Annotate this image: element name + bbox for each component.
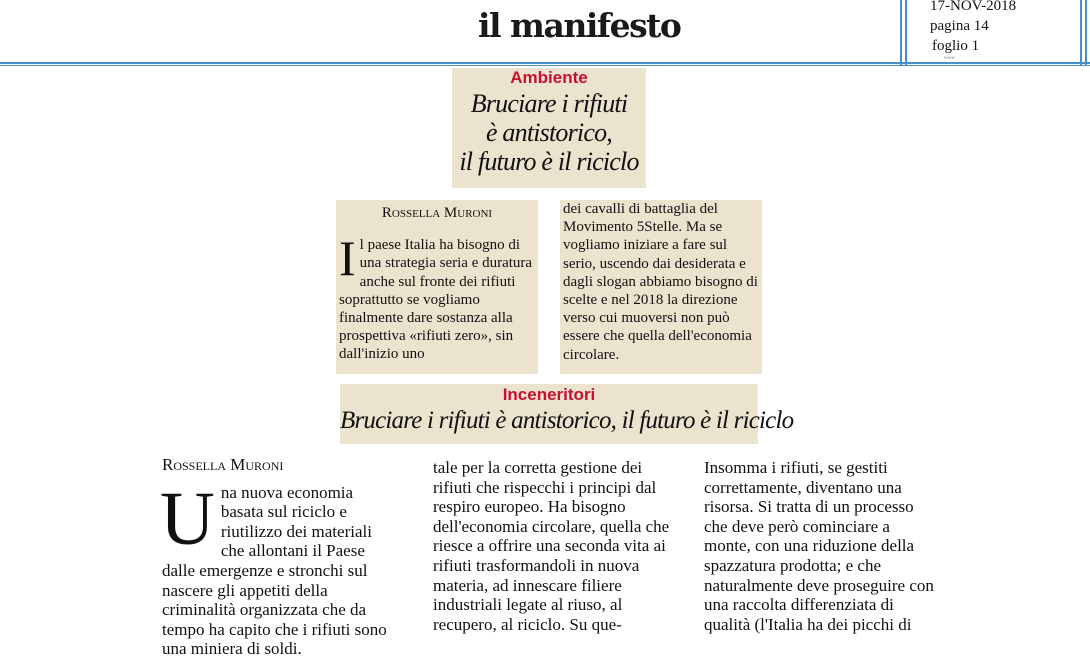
clipping-page: pagina 14 <box>930 18 989 34</box>
clipping-meta <box>930 0 1016 62</box>
article-column <box>433 458 673 634</box>
clipping-mark: www <box>944 56 955 61</box>
highlight-headline-box <box>452 68 646 188</box>
headline: Bruciare i rifiuti è antistorico, il futuro è il riciclo <box>340 407 794 434</box>
headline-line: il futuro è il riciclo <box>459 147 639 176</box>
excerpt-body: dei cavalli di battaglia del Movimento 5Stelle. Ma se vogliamo iniziare a fare sul serio, uscendo dai desiderata e dagli slogan abbiamo bisogno di scelte e nel 2018 la direzione verso cui muoversi non può essere che quella dell'economia circolare. <box>563 201 758 363</box>
drop-cap: I <box>339 230 356 287</box>
article-text: na nuova economia basata sul riciclo e riutilizzo dei materiali che allontani il Paese dalle emergenze e stronchi sul nascere gli appetiti della criminalità organizzata che da tempo ha capito che i rifiuti sono una miniera di soldi. <box>162 482 387 659</box>
newspaper-title: il manifesto <box>478 6 681 45</box>
article-text: Insomma i rifiuti, se gestiti correttamente, diventano una risorsa. Si tratta di un processo che deve però cominciare a monte, con una riduzione della spazzatura prodotta; e che naturalmente deve proseguire con una raccolta differenziata di qualità (l'Italia ha dei picchi di <box>704 458 934 634</box>
masthead-divider <box>1085 0 1087 66</box>
headline <box>452 89 646 176</box>
drop-cap: U <box>160 476 215 561</box>
author-byline: Rossella Muroni <box>381 205 493 221</box>
clipping-date: 17-NOV-2018 <box>930 0 1017 14</box>
headline-line: è antistorico, <box>485 118 612 147</box>
section-kicker: Inceneritori <box>502 385 596 404</box>
highlight-headline-box <box>340 384 794 444</box>
article-column <box>704 458 940 634</box>
masthead-rule <box>0 65 1090 66</box>
masthead <box>0 0 1090 66</box>
article-column <box>162 455 398 659</box>
excerpt-text <box>336 230 538 363</box>
masthead-divider <box>1080 0 1082 66</box>
article-text: tale per la corretta gestione dei rifiuti che rispecchi i principi dal respiro europeo. Ha bisogno dell'economia circolare, quella che riesce a offrire una seconda vita ai rifiuti trasformandoli in nuova materia, ad innescare filiere industriali legate al riuso, al recupero, al riciclo. Su que- <box>433 458 670 634</box>
headline-line: Bruciare i rifiuti <box>470 89 628 118</box>
section-kicker: Ambiente <box>510 68 588 87</box>
author-byline: Rossella Muroni <box>162 455 284 474</box>
article-paragraph <box>160 476 398 659</box>
excerpt-body: l paese Italia ha bisogno di una strategia seria e duratura anche sul fronte dei rifiuti soprattutto se vogliamo finalmente dare sostanza alla prospettiva «rifiuti zero», sin dall'inizio uno <box>339 237 533 363</box>
highlight-excerpt-right <box>560 200 762 374</box>
clipping-sheet: foglio 1 <box>932 38 980 54</box>
masthead-divider <box>900 0 902 66</box>
masthead-rule <box>0 62 1090 64</box>
masthead-divider <box>905 0 907 66</box>
highlight-excerpt-left <box>336 200 538 374</box>
